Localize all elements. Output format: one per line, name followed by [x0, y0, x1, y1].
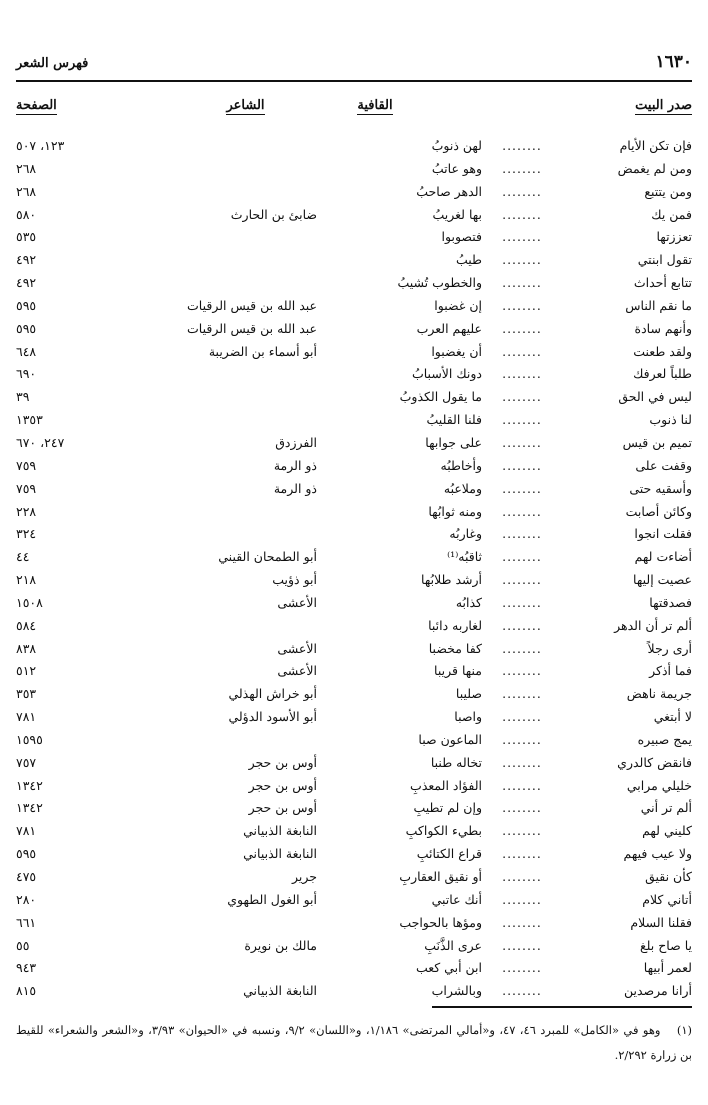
verse-opening: فما أذكر: [649, 663, 692, 679]
dot-leader: ........: [502, 640, 542, 656]
page-reference: ٤٧٥: [16, 869, 37, 884]
verse-rhyme: منها قريبا: [434, 663, 482, 679]
table-row: [16, 730, 692, 753]
page-reference: ٥٩٥: [16, 846, 37, 862]
header-rule: [16, 80, 692, 82]
poet-name: أبو خراش الهذلي: [228, 686, 317, 702]
table-row: [16, 661, 692, 684]
verse-rhyme: وملاعبُه: [443, 480, 482, 496]
table-row: [16, 707, 692, 730]
verse-opening: تعززتها: [656, 229, 692, 245]
dot-leader: ........: [502, 138, 542, 153]
poet-name: ضابئ بن الحارث: [230, 206, 317, 222]
poet-name: أوس بن حجر: [248, 777, 317, 793]
verse-opening: ولا عيب فيهم: [623, 846, 692, 862]
dot-leader: ........: [502, 366, 542, 382]
dot-leader: ........: [502, 480, 542, 496]
poet-name: أبو الطمحان القيني: [218, 549, 317, 565]
dot-leader: ........: [502, 846, 542, 862]
verse-rhyme: أو نقيق العقاربِ: [399, 869, 482, 884]
poet-name: أبو ذؤيب: [272, 572, 317, 588]
poet-name: النابغة الذبياني: [243, 983, 317, 999]
verse-opening: تميم بن قيس: [622, 434, 692, 450]
table-row: [16, 958, 692, 981]
verse-opening: جريمة ناهض: [626, 686, 692, 702]
verse-rhyme: ومنه ثوابُها: [428, 503, 482, 519]
poetry-index-table: [16, 136, 692, 1004]
verse-rhyme: قراع الكتائبِ: [416, 846, 482, 862]
verse-rhyme: تخاله طنبا: [430, 754, 482, 770]
verse-rhyme: وغاربُه: [449, 526, 482, 542]
page-reference: ٤٤: [16, 549, 30, 565]
page-reference: ١٢٣، ٥٠٧: [16, 138, 65, 153]
page-reference: ٥١٢: [16, 663, 37, 679]
verse-opening: فقلت انجوا: [634, 526, 692, 542]
table-row: [16, 753, 692, 776]
table-row: [16, 844, 692, 867]
table-row: [16, 296, 692, 319]
dot-leader: ........: [502, 663, 542, 679]
poet-name: جرير: [292, 869, 317, 884]
verse-opening: ألم تر أن الدهر: [614, 617, 692, 633]
page-reference: ٧٥٩: [16, 480, 37, 496]
verse-opening: طلباً لعرفك: [633, 366, 692, 382]
verse-opening: لعمر أبيها: [643, 960, 692, 976]
verse-opening: فقلنا السلام: [630, 914, 692, 930]
page-reference: ٥٨٤: [16, 617, 37, 633]
verse-rhyme: ابن أبي كعب: [415, 960, 482, 976]
page-reference: ٥٨٠: [16, 206, 37, 222]
dot-leader: ........: [502, 594, 542, 610]
verse-opening: أرى رجلاً: [647, 640, 692, 656]
poet-name: مالك بن نويرة: [244, 937, 317, 953]
poet-name: أوس بن حجر: [248, 800, 317, 816]
table-row: [16, 502, 692, 525]
dot-leader: ........: [502, 526, 542, 542]
table-row: [16, 524, 692, 547]
dot-leader: ........: [502, 252, 542, 268]
poet-name: أبو الغول الطهوي: [227, 891, 317, 907]
dot-leader: ........: [502, 343, 542, 359]
verse-rhyme: أرشد طلابُها: [421, 572, 482, 588]
page-reference: ١٣٥٣: [16, 412, 43, 428]
verse-rhyme: كفا مخضبا: [428, 640, 482, 656]
poet-name: أبو الأسود الدؤلي: [228, 709, 317, 725]
table-row: [16, 319, 692, 342]
verse-rhyme: بطيء الكواكبِ: [405, 823, 482, 839]
page-reference: ٨٣٨: [16, 640, 37, 656]
verse-opening: أضاءت لهم: [634, 549, 692, 565]
verse-rhyme: وأخاطبُه: [440, 457, 482, 473]
dot-leader: ........: [502, 320, 542, 336]
table-row: [16, 433, 692, 456]
verse-opening: ليس في الحق: [618, 389, 692, 405]
verse-rhyme: واصبا: [454, 709, 482, 725]
table-row: [16, 182, 692, 205]
page-reference: ٦٤٨: [16, 343, 37, 359]
poet-name: عبد الله بن قيس الرقيات: [187, 297, 317, 313]
page-reference: ٢٨٠: [16, 891, 37, 907]
dot-leader: ........: [502, 914, 542, 930]
page-reference: ٧٥٧: [16, 754, 37, 770]
dot-leader: ........: [502, 412, 542, 428]
table-row: [16, 364, 692, 387]
column-header-page: الصفحة: [16, 98, 57, 113]
verse-rhyme: كذابُه: [455, 594, 482, 610]
page-reference: ٦٩٠: [16, 366, 37, 382]
verse-rhyme: ومؤها بالحواجب: [399, 914, 482, 930]
page-reference: ١٣٤٢: [16, 800, 43, 816]
verse-opening: فمن يك: [651, 206, 692, 222]
column-header-rhyme: القافية: [357, 98, 393, 113]
verse-rhyme: عرى الذَّنَبِ: [424, 937, 482, 953]
verse-opening: عصيت إليها: [633, 572, 692, 588]
poet-name: الأعشى: [277, 640, 317, 656]
poet-name: ذو الرمة: [273, 457, 317, 473]
table-row: [16, 159, 692, 182]
verse-rhyme: لهن ذنوبُ: [431, 138, 482, 153]
table-row: [16, 821, 692, 844]
footnote-number: (١): [676, 1023, 693, 1037]
verse-rhyme: أنك عاتبي: [431, 891, 482, 907]
verse-opening: تقول ابنتي: [637, 252, 692, 268]
poet-name: أوس بن حجر: [248, 754, 317, 770]
verse-opening: أرانا مرصدين: [623, 983, 692, 999]
verse-rhyme: طيبُ: [456, 252, 482, 268]
page-reference: ٥٣٥: [16, 229, 37, 245]
page-reference: ٢٦٨: [16, 183, 37, 199]
page-reference: ٦٦١: [16, 914, 37, 930]
page-reference: ٢١٨: [16, 572, 37, 588]
verse-opening: فصدقتها: [649, 594, 692, 610]
table-row: [16, 639, 692, 662]
page-reference: ٩٤٣: [16, 960, 37, 976]
verse-rhyme: إن غضبوا: [434, 297, 482, 313]
page-reference: ١٥٩٥: [16, 731, 43, 747]
verse-opening: كأن نقيق: [645, 869, 692, 884]
verse-opening: يا صاح بلغ: [640, 937, 692, 953]
dot-leader: ........: [502, 549, 542, 565]
verse-rhyme: عليهم العرب: [416, 320, 482, 336]
page-reference: ٤٩٢: [16, 252, 37, 268]
verse-opening: ولقد طعنت: [633, 343, 692, 359]
column-header-poet: الشاعر: [226, 98, 265, 113]
page-reference: ٢٢٨: [16, 503, 37, 519]
table-row: [16, 616, 692, 639]
dot-leader: ........: [502, 617, 542, 633]
dot-leader: ........: [502, 229, 542, 245]
table-row: [16, 798, 692, 821]
table-row: [16, 867, 692, 890]
verse-rhyme: ثاقبُه⁽¹⁾: [447, 549, 482, 565]
column-header-opening: صدر البيت: [635, 98, 692, 113]
verse-opening: وأسقيه حتى: [629, 480, 692, 496]
table-row: [16, 570, 692, 593]
table-row: [16, 479, 692, 502]
verse-rhyme: بها لغريبُ: [432, 206, 482, 222]
dot-leader: ........: [502, 937, 542, 953]
dot-leader: ........: [502, 731, 542, 747]
verse-rhyme: دونك الأسبابُ: [411, 366, 482, 382]
dot-leader: ........: [502, 183, 542, 199]
table-row: [16, 684, 692, 707]
table-row: [16, 593, 692, 616]
verse-opening: ومن لم يغمض: [617, 160, 692, 176]
verse-rhyme: صليبا: [455, 686, 482, 702]
verse-rhyme: والخطوب تُشيبُ: [397, 275, 482, 291]
page-reference: ١٥٠٨: [16, 594, 43, 610]
dot-leader: ........: [502, 206, 542, 222]
page-header: [16, 52, 692, 80]
dot-leader: ........: [502, 800, 542, 816]
verse-rhyme: الفؤاد المعذبِ: [410, 777, 482, 793]
page-reference: ١٣٤٢: [16, 777, 43, 793]
dot-leader: ........: [502, 297, 542, 313]
dot-leader: ........: [502, 891, 542, 907]
verse-opening: ومن يتتبع: [644, 183, 692, 199]
page-reference: ٣٢٤: [16, 526, 37, 542]
table-row: [16, 273, 692, 296]
table-row: [16, 136, 692, 159]
verse-opening: وقفت على: [635, 457, 692, 473]
page-reference: ٣٥٣: [16, 686, 37, 702]
page-reference: ٥٩٥: [16, 320, 37, 336]
dot-leader: ........: [502, 983, 542, 999]
table-row: [16, 456, 692, 479]
table-row: [16, 913, 692, 936]
footnote-text: وهو في «الكامل» للمبرد ٤٦، ٤٧، و«أمالي المرتضى» ١/١٨٦، و«اللسان» ٩/٢، ونسبه في «الحيوان» ٣/٩٣، و«الشعر والشعراء» للقيط بن زرارة ٢/٢٩٢.: [16, 1023, 692, 1062]
dot-leader: ........: [502, 777, 542, 793]
verse-rhyme: ما يقول الكذوبُ: [399, 389, 482, 405]
page-reference: ٢٦٨: [16, 160, 37, 176]
dot-leader: ........: [502, 160, 542, 176]
page-number: ١٦٣٠: [655, 52, 692, 72]
page-reference: ٧٥٩: [16, 457, 37, 473]
verse-rhyme: وإن لم تطيبِ: [413, 800, 482, 816]
footnote: [16, 1018, 692, 1068]
dot-leader: ........: [502, 457, 542, 473]
poet-name: الأعشى: [277, 594, 317, 610]
table-row: [16, 410, 692, 433]
verse-opening: لنا ذنوب: [649, 412, 692, 428]
table-row: [16, 547, 692, 570]
table-row: [16, 227, 692, 250]
poet-name: أبو أسماء بن الضريبة: [208, 343, 317, 359]
poet-name: الأعشى: [277, 663, 317, 679]
running-title: فهرس الشعر: [16, 56, 89, 71]
dot-leader: ........: [502, 434, 542, 450]
verse-rhyme: أن يغضبوا: [431, 343, 482, 359]
verse-rhyme: الدهر صاحبُ: [416, 183, 482, 199]
verse-opening: لا أبتغي: [653, 709, 692, 725]
verse-opening: فانقض كالدري: [617, 754, 692, 770]
verse-opening: فإن تكن الأيام: [619, 138, 692, 153]
verse-rhyme: وبالشراب: [431, 983, 482, 999]
table-row: [16, 342, 692, 365]
page-reference: ٤٩٢: [16, 275, 37, 291]
table-row: [16, 936, 692, 959]
poet-name: النابغة الذبياني: [243, 823, 317, 839]
table-row: [16, 205, 692, 228]
verse-rhyme: لغاربه دائبا: [428, 617, 482, 633]
dot-leader: ........: [502, 709, 542, 725]
verse-opening: وأنهم سادة: [634, 320, 692, 336]
page-reference: ٧٨١: [16, 709, 37, 725]
dot-leader: ........: [502, 503, 542, 519]
verse-rhyme: الماعون صبا: [418, 731, 482, 747]
verse-opening: كليني لهم: [642, 823, 692, 839]
table-row: [16, 890, 692, 913]
page-reference: ٥٥: [16, 937, 30, 953]
poet-name: ذو الرمة: [273, 480, 317, 496]
page-reference: ٧٨١: [16, 823, 37, 839]
dot-leader: ........: [502, 275, 542, 291]
verse-opening: أتاني كلام: [642, 891, 692, 907]
page-reference: ٢٤٧، ٦٧٠: [16, 434, 65, 450]
verse-opening: وكائن أصابت: [625, 503, 692, 519]
dot-leader: ........: [502, 869, 542, 884]
table-row: [16, 776, 692, 799]
dot-leader: ........: [502, 686, 542, 702]
poet-name: عبد الله بن قيس الرقيات: [187, 320, 317, 336]
page-reference: ٥٩٥: [16, 297, 37, 313]
verse-opening: يمج صبيره: [637, 731, 692, 747]
dot-leader: ........: [502, 572, 542, 588]
dot-leader: ........: [502, 389, 542, 405]
table-row: [16, 387, 692, 410]
poet-name: الفرزدق: [275, 434, 317, 450]
verse-opening: تتابع أحداث: [633, 275, 692, 291]
poet-name: النابغة الذبياني: [243, 846, 317, 862]
dot-leader: ........: [502, 754, 542, 770]
verse-opening: ألم تر أني: [640, 800, 692, 816]
footnote-rule: [432, 1006, 692, 1008]
table-row: [16, 250, 692, 273]
dot-leader: ........: [502, 960, 542, 976]
table-row: [16, 981, 692, 1004]
verse-rhyme: فلنا القليبُ: [426, 412, 482, 428]
verse-rhyme: فتصوبوا: [441, 229, 482, 245]
verse-rhyme: وهو عاتبُ: [431, 160, 482, 176]
dot-leader: ........: [502, 823, 542, 839]
page-reference: ٨١٥: [16, 983, 37, 999]
verse-rhyme: على جوابها: [425, 434, 482, 450]
page-reference: ٣٩: [16, 389, 30, 405]
verse-opening: خليلي مرابي: [626, 777, 692, 793]
verse-opening: ما نقم الناس: [625, 297, 692, 313]
